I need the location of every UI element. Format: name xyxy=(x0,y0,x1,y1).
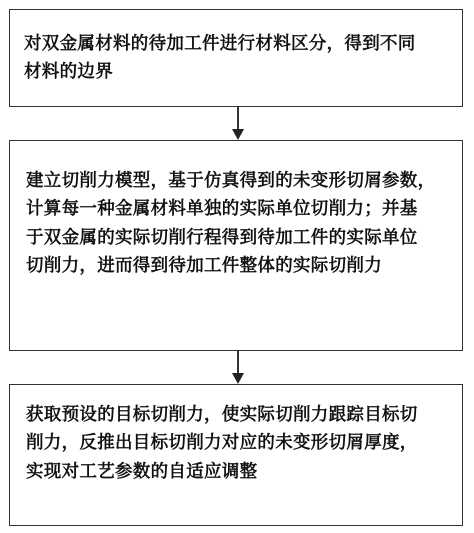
step-3-text-line-3: 实现对工艺参数的自适应调整 xyxy=(26,461,258,482)
arrow-step-1-to-2 xyxy=(232,107,244,140)
step-2-box xyxy=(9,140,463,351)
arrow-down-icon xyxy=(232,129,244,140)
arrow-1-shaft xyxy=(237,107,239,129)
arrow-step-2-to-3 xyxy=(232,351,244,384)
arrow-2-shaft xyxy=(237,351,239,373)
step-2-text-line-2: 计算每一种金属材料单独的实际单位切削力；并基 xyxy=(26,199,418,220)
step-3-box xyxy=(9,384,463,526)
step-1-text-line-1: 对双金属材料的待加工件进行材料区分，得到不同 xyxy=(24,34,416,54)
step-1-box xyxy=(9,9,463,107)
step-2-text-line-1: 建立切削力模型，基于仿真得到的未变形切屑参数， xyxy=(26,171,436,191)
step-3-text-line-2: 削力，反推出目标切削力对应的未变形切屑厚度， xyxy=(26,433,418,454)
step-2-text-line-3: 于双金属的实际切削行程得到待加工件的实际单位 xyxy=(26,227,418,248)
arrow-down-icon xyxy=(232,373,244,384)
step-1-text-line-2: 材料的边界 xyxy=(24,62,113,83)
step-3-text-line-1: 获取预设的目标切削力，使实际切削力跟踪目标切 xyxy=(26,405,418,425)
step-2-text-line-4: 切削力，进而得到待加工件整体的实际切削力 xyxy=(26,256,382,277)
